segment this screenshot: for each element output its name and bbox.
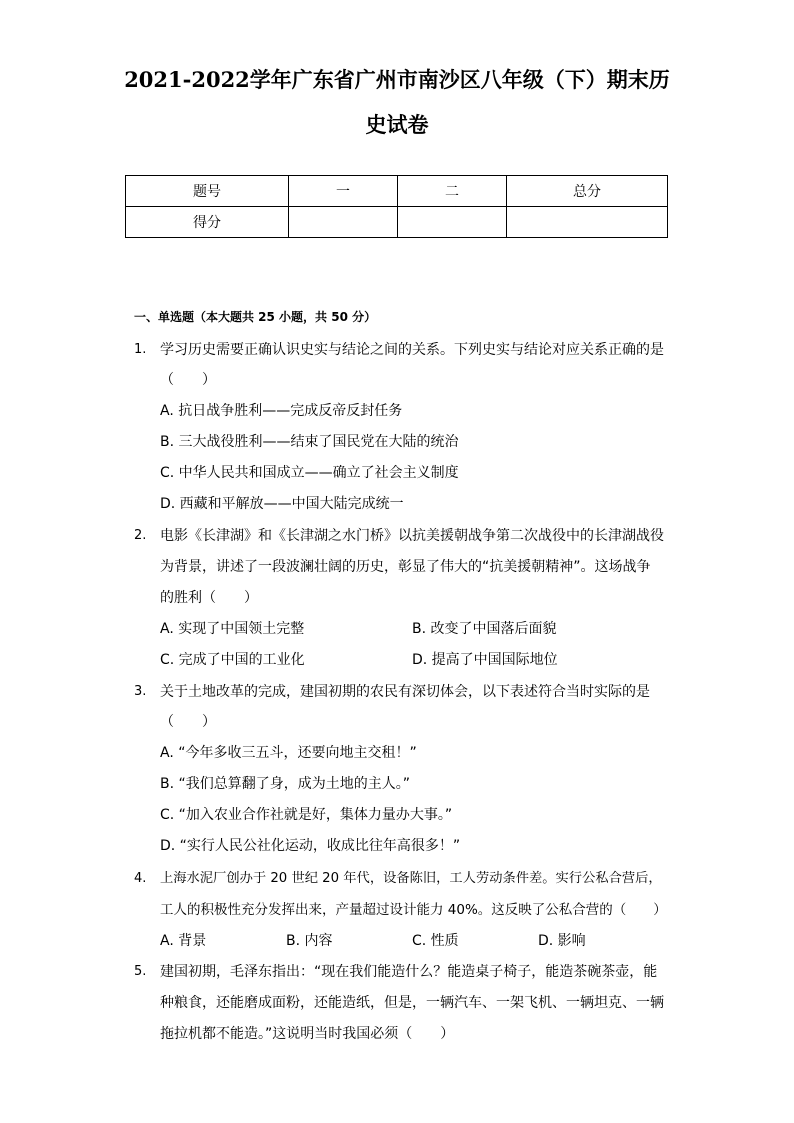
question-stem-line: 拖拉机都不能造。”这说明当时我国必须（ ） [160,1026,455,1042]
option-b: B. 三大战役胜利——结束了国民党在大陆的统治 [160,434,459,450]
question-stem-line: 上海水泥厂创办于 20 世纪 20 年代，设备陈旧，工人劳动条件差。实行公私合营后， [160,871,662,886]
question-stem-line: （ ） [160,714,216,730]
option-b: B. “我们总算翻了身，成为土地的主人。” [160,776,411,792]
option-b: B. 内容 [286,933,333,949]
option-b: B. 改变了中国落后面貌 [412,621,557,637]
table-header-cell: 一 [289,176,398,207]
question-number: 2. [134,528,147,543]
option-d: D. “实行人民公社化运动，收成比往年高很多！” [160,838,461,854]
option-c: C. 完成了中国的工业化 [160,652,305,668]
table-header-cell: 总分 [507,176,668,207]
question-number: 3. [134,684,147,699]
score-cell[interactable] [398,207,507,238]
score-table-row [126,207,668,238]
option-a: A. “今年多收三五斗，还要向地主交租！” [160,745,417,761]
score-table-header-row [126,176,668,207]
question-stem-line: 种粮食，还能磨成面粉，还能造纸，但是，一辆汽车、一架飞机、一辆坦克、一辆 [160,995,664,1011]
option-c: C. “加入农业合作社就是好，集体力量办大事。” [160,807,453,823]
question-number: 4. [134,871,147,886]
table-header-cell: 二 [398,176,507,207]
option-a: A. 抗日战争胜利——完成反帝反封任务 [160,403,403,419]
option-d: D. 提高了中国国际地位 [412,652,558,668]
question-stem-line: 学习历史需要正确认识史实与结论之间的关系。下列史实与结论对应关系正确的是 [160,342,664,358]
option-d: D. 西藏和平解放——中国大陆完成统一 [160,496,404,512]
question-stem-line: 电影《长津湖》和《长津湖之水门桥》以抗美援朝战争第二次战役中的长津湖战役 [160,528,664,544]
option-a: A. 背景 [160,933,207,949]
question-stem-line: （ ） [160,372,216,388]
score-cell[interactable] [507,207,668,238]
question-number: 1. [134,342,147,357]
score-cell[interactable] [289,207,398,238]
option-d: D. 影响 [538,933,586,949]
score-table [125,175,668,238]
question-stem-line: 工人的积极性充分发挥出来，产量超过设计能力 40%。这反映了公私合营的（ ） [160,902,667,918]
question-stem-line: 为背景，讲述了一段波澜壮阔的历史，彰显了伟大的“抗美援朝精神”。这场战争 [160,559,651,575]
page-title-line-2: 史试卷 [365,112,429,137]
question-stem-line: 建国初期，毛泽东指出：“现在我们能造什么？能造桌子椅子，能造茶碗茶壶，能 [160,964,658,980]
option-c: C. 性质 [412,933,459,949]
question-number: 5. [134,964,147,979]
table-row-label: 得分 [126,207,289,238]
question-stem-line: 的胜利（ ） [160,590,258,606]
section-heading: 一、单选题（本大题共 25 小题，共 50 分） [134,310,377,324]
table-header-cell: 题号 [126,176,289,207]
page-title-line-1: 2021-2022学年广东省广州市南沙区八年级（下）期末历 [124,67,670,92]
question-stem-line: 关于土地改革的完成，建国初期的农民有深切体会，以下表述符合当时实际的是 [160,684,650,700]
option-c: C. 中华人民共和国成立——确立了社会主义制度 [160,465,459,481]
option-a: A. 实现了中国领土完整 [160,621,305,637]
